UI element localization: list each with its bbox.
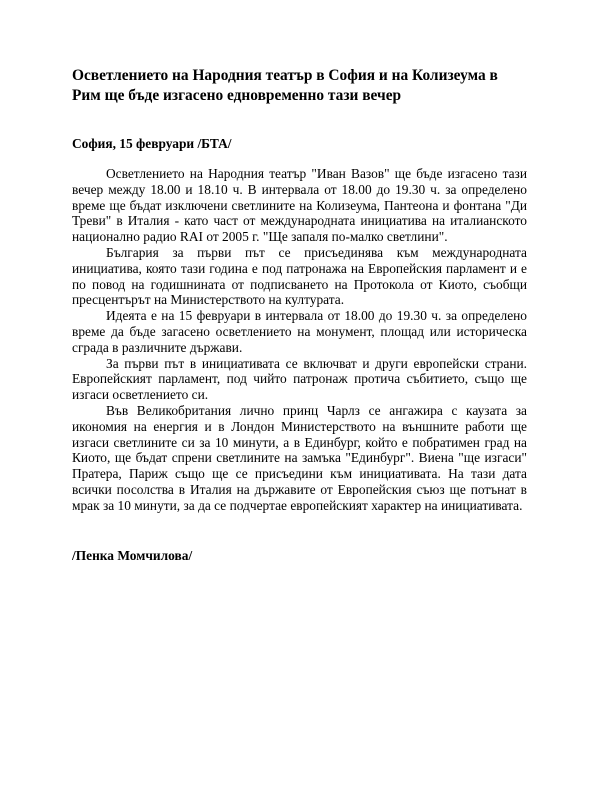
author-signature: /Пенка Момчилова/ bbox=[72, 548, 193, 563]
paragraph: Във Великобритания лично принц Чарлз се ангажира с каузата за икономия на енергия и в Лондон Министерството на външните работи ще изгаси светлините си за 10 минути, а в Единбург, който е побратимен град на Киото, ще бъдат спрени светлините на замъка "Единбург". Виена "ще изгаси" Пратера, Париж също ще се присъедини към инициативата. На тази дата всички посолства в Италия на държавите от Европейския съюз ще потънат в мрак за 10 минути, за да се подчертае европейският характер на инициативата. bbox=[72, 402, 527, 513]
dateline: София, 15 февруари /БТА/ bbox=[72, 136, 232, 151]
paragraph: За първи път в инициативата се включват и други европейски страни. Европейският парламент, под чийто патронаж протича събитието, също ще изгаси осветлението си. bbox=[72, 355, 527, 403]
paragraph: България за първи път се присъединява към международната инициатива, която тази година е под патронажа на Европейския парламент и е по повод на годишнината от подписването на Протокола от Киото, съобщи пресцентърът на Министерството на културата. bbox=[72, 244, 527, 308]
article bbox=[72, 66, 527, 563]
article-body bbox=[72, 166, 527, 514]
article-title: Осветлението на Народния театър в София и на Колизеума в Рим ще бъде изгасено едновременно тази вечер bbox=[72, 67, 498, 104]
paragraph: Осветлението на Народния театър "Иван Вазов" ще бъде изгасено тази вечер между 18.00 и 18.10 ч. В интервала от 18.00 до 19.30 ч. за определено време ще бъдат изключени светлините на Колизеума, Пантеона и фонтана "Ди Треви" в Италия - като част от международната инициатива на италианското национално радио RAI от 2005 г. "Ще запаля по-малко светлини". bbox=[72, 166, 527, 245]
paragraph: Идеята е на 15 февруари в интервала от 18.00 до 19.30 ч. за определено време да бъде загасено осветлението на монумент, площад или историческа сграда в различните държави. bbox=[72, 308, 527, 355]
